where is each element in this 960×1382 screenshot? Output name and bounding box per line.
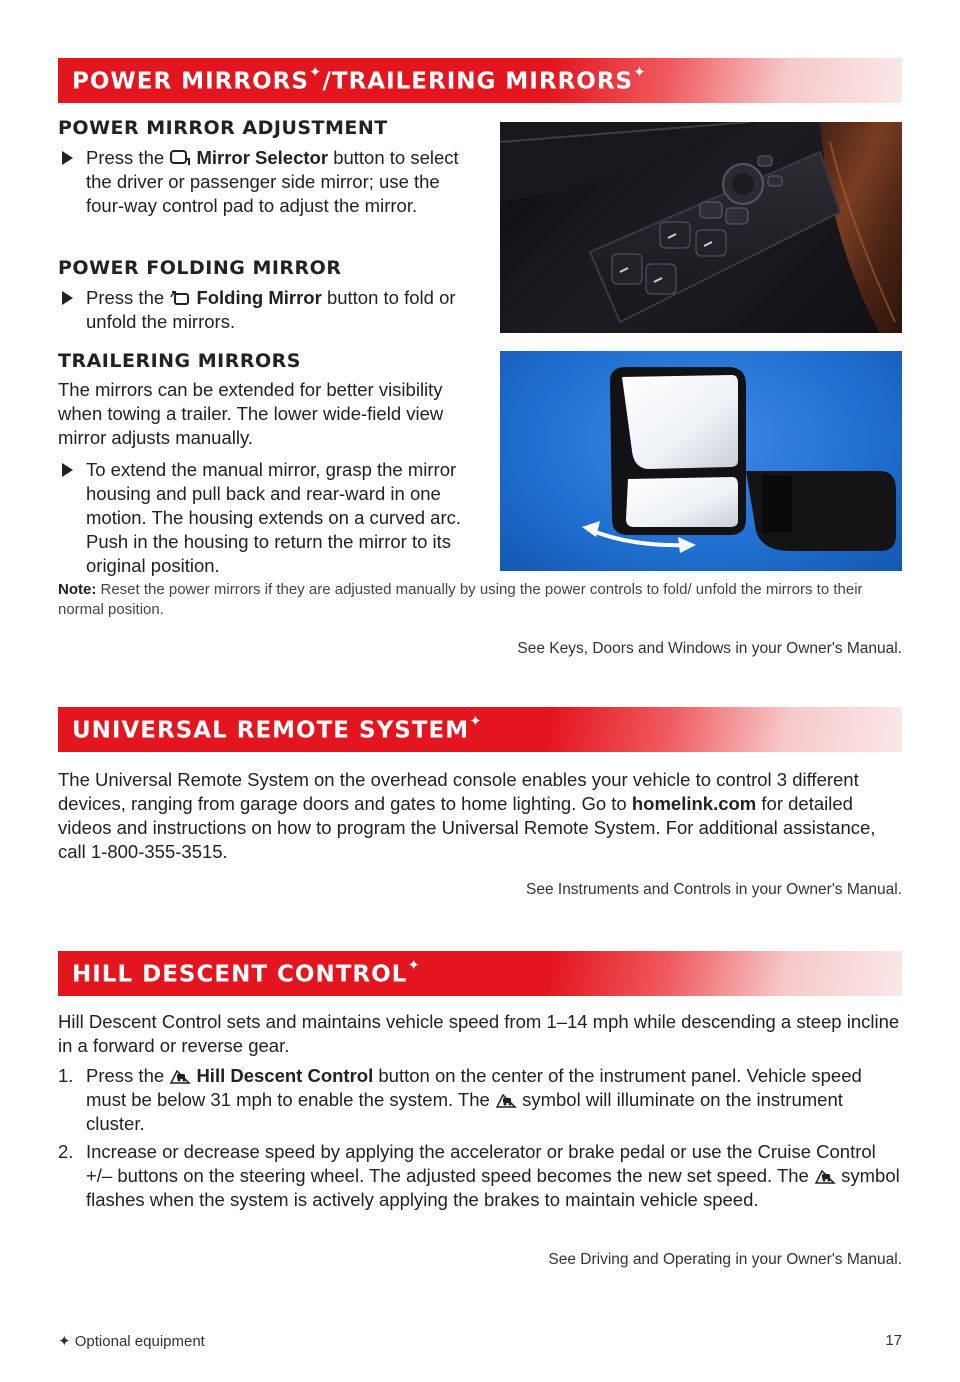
heading-power-folding-mirror: POWER FOLDING MIRROR: [58, 257, 342, 279]
bullet-arrow-icon: [62, 291, 73, 305]
optional-star: ✦: [633, 63, 647, 81]
banner-title-2: /TRAILERING MIRRORS: [322, 68, 634, 95]
folding-mirror-icon: [169, 289, 191, 307]
banner-title: HILL DESCENT CONTROL: [72, 961, 408, 988]
see-reference: See Driving and Operating in your Owner's Manual.: [548, 1251, 902, 1268]
trailering-mirror-illustration: [500, 351, 902, 571]
note-text: Reset the power mirrors if they are adjusted manually by using the power controls to fold/ unfold the mirrors to their normal position.: [58, 581, 863, 618]
hill-descent-icon: [814, 1167, 836, 1185]
trailering-paragraph: The mirrors can be extended for better visibility when towing a trailer. The lower wide-field view mirror adjusts manually.: [58, 379, 444, 448]
text: To extend the manual mirror, grasp the mirror housing and pull back and rear-ward in one motion. The housing extends on a curved arc. Push in the housing to return the mirror to its original position.: [86, 459, 462, 576]
page-number: 17: [885, 1332, 902, 1349]
bullet-arrow-icon: [62, 151, 73, 165]
section-banner-universal-remote: [58, 707, 902, 752]
text: Increase or decrease speed by applying the accelerator or brake pedal or use the Cruise Control +/– buttons on the steering wheel. The adjusted speed becomes the new set speed. The: [86, 1141, 876, 1186]
bullet-arrow-icon: [62, 463, 73, 477]
hill-descent-icon: [169, 1067, 191, 1085]
trailering-mirror-photo: [500, 351, 902, 571]
mirror-selector-icon: [169, 149, 191, 167]
door-switch-illustration: [500, 122, 902, 333]
bullet-extend-mirror: [58, 458, 488, 578]
note-reset-mirrors: [58, 580, 908, 620]
text: The Universal Remote System on the overhead console enables your vehicle to control 3 different devices, ranging from garage doors and gates to home lighting. Go to: [58, 769, 859, 814]
text: for detailed videos and instructions on how to program the Universal Remote System. For additional assistance, call 1-800-355-3515.: [58, 793, 876, 862]
hill-descent-step-2: [58, 1140, 902, 1212]
legend-text: Optional equipment: [74, 1333, 205, 1350]
bullet-folding-mirror: [58, 286, 478, 334]
see-reference: See Instruments and Controls in your Owner's Manual.: [526, 881, 902, 898]
heading-power-mirror-adjustment: POWER MIRROR ADJUSTMENT: [58, 117, 388, 139]
hill-descent-step-1: [58, 1064, 902, 1136]
text: Press the: [86, 147, 165, 168]
text: button to select the driver or passenger side mirror; use the four-way control pad to adjust the mirror.: [86, 147, 459, 216]
step-number: 2.: [58, 1141, 74, 1162]
text: Press the: [86, 287, 165, 308]
optional-star: ✦: [469, 712, 483, 730]
universal-remote-paragraph: [58, 768, 902, 864]
text: button on the center of the instrument panel. Vehicle speed must be below 31 mph to enable the system. The: [86, 1065, 862, 1110]
step-number: 1.: [58, 1065, 74, 1086]
optional-equipment-legend: [58, 1332, 205, 1350]
hill-descent-icon: [495, 1091, 517, 1109]
banner-title: POWER MIRRORS: [72, 68, 309, 95]
heading-trailering-mirrors: TRAILERING MIRRORS: [58, 350, 301, 372]
door-switch-panel-photo: [500, 122, 902, 333]
text: symbol will illuminate on the instrument cluster.: [86, 1089, 843, 1134]
optional-star: ✦: [407, 956, 421, 974]
text: button to fold or unfold the mirrors.: [86, 287, 456, 332]
section-banner-power-mirrors: [58, 58, 902, 103]
see-reference: See Keys, Doors and Windows in your Owner's Manual.: [517, 640, 902, 657]
bullet-mirror-selector: [58, 146, 478, 218]
text: symbol flashes when the system is actively applying the brakes to maintain vehicle speed.: [86, 1165, 900, 1210]
optional-star: ✦: [308, 63, 323, 81]
bold-term: Folding Mirror: [196, 287, 322, 308]
optional-star: ✦: [58, 1333, 71, 1350]
hill-descent-intro: Hill Descent Control sets and maintains vehicle speed from 1–14 mph while descending a steep incline in a forward or reverse gear.: [58, 1011, 900, 1056]
bold-term: Hill Descent Control: [196, 1065, 374, 1086]
note-label: Note:: [58, 581, 97, 598]
banner-title: UNIVERSAL REMOTE SYSTEM: [72, 717, 470, 744]
bold-term: Mirror Selector: [196, 147, 329, 168]
homelink-link[interactable]: homelink.com: [631, 793, 757, 814]
text: Press the: [86, 1065, 165, 1086]
section-banner-hill-descent: [58, 951, 902, 996]
